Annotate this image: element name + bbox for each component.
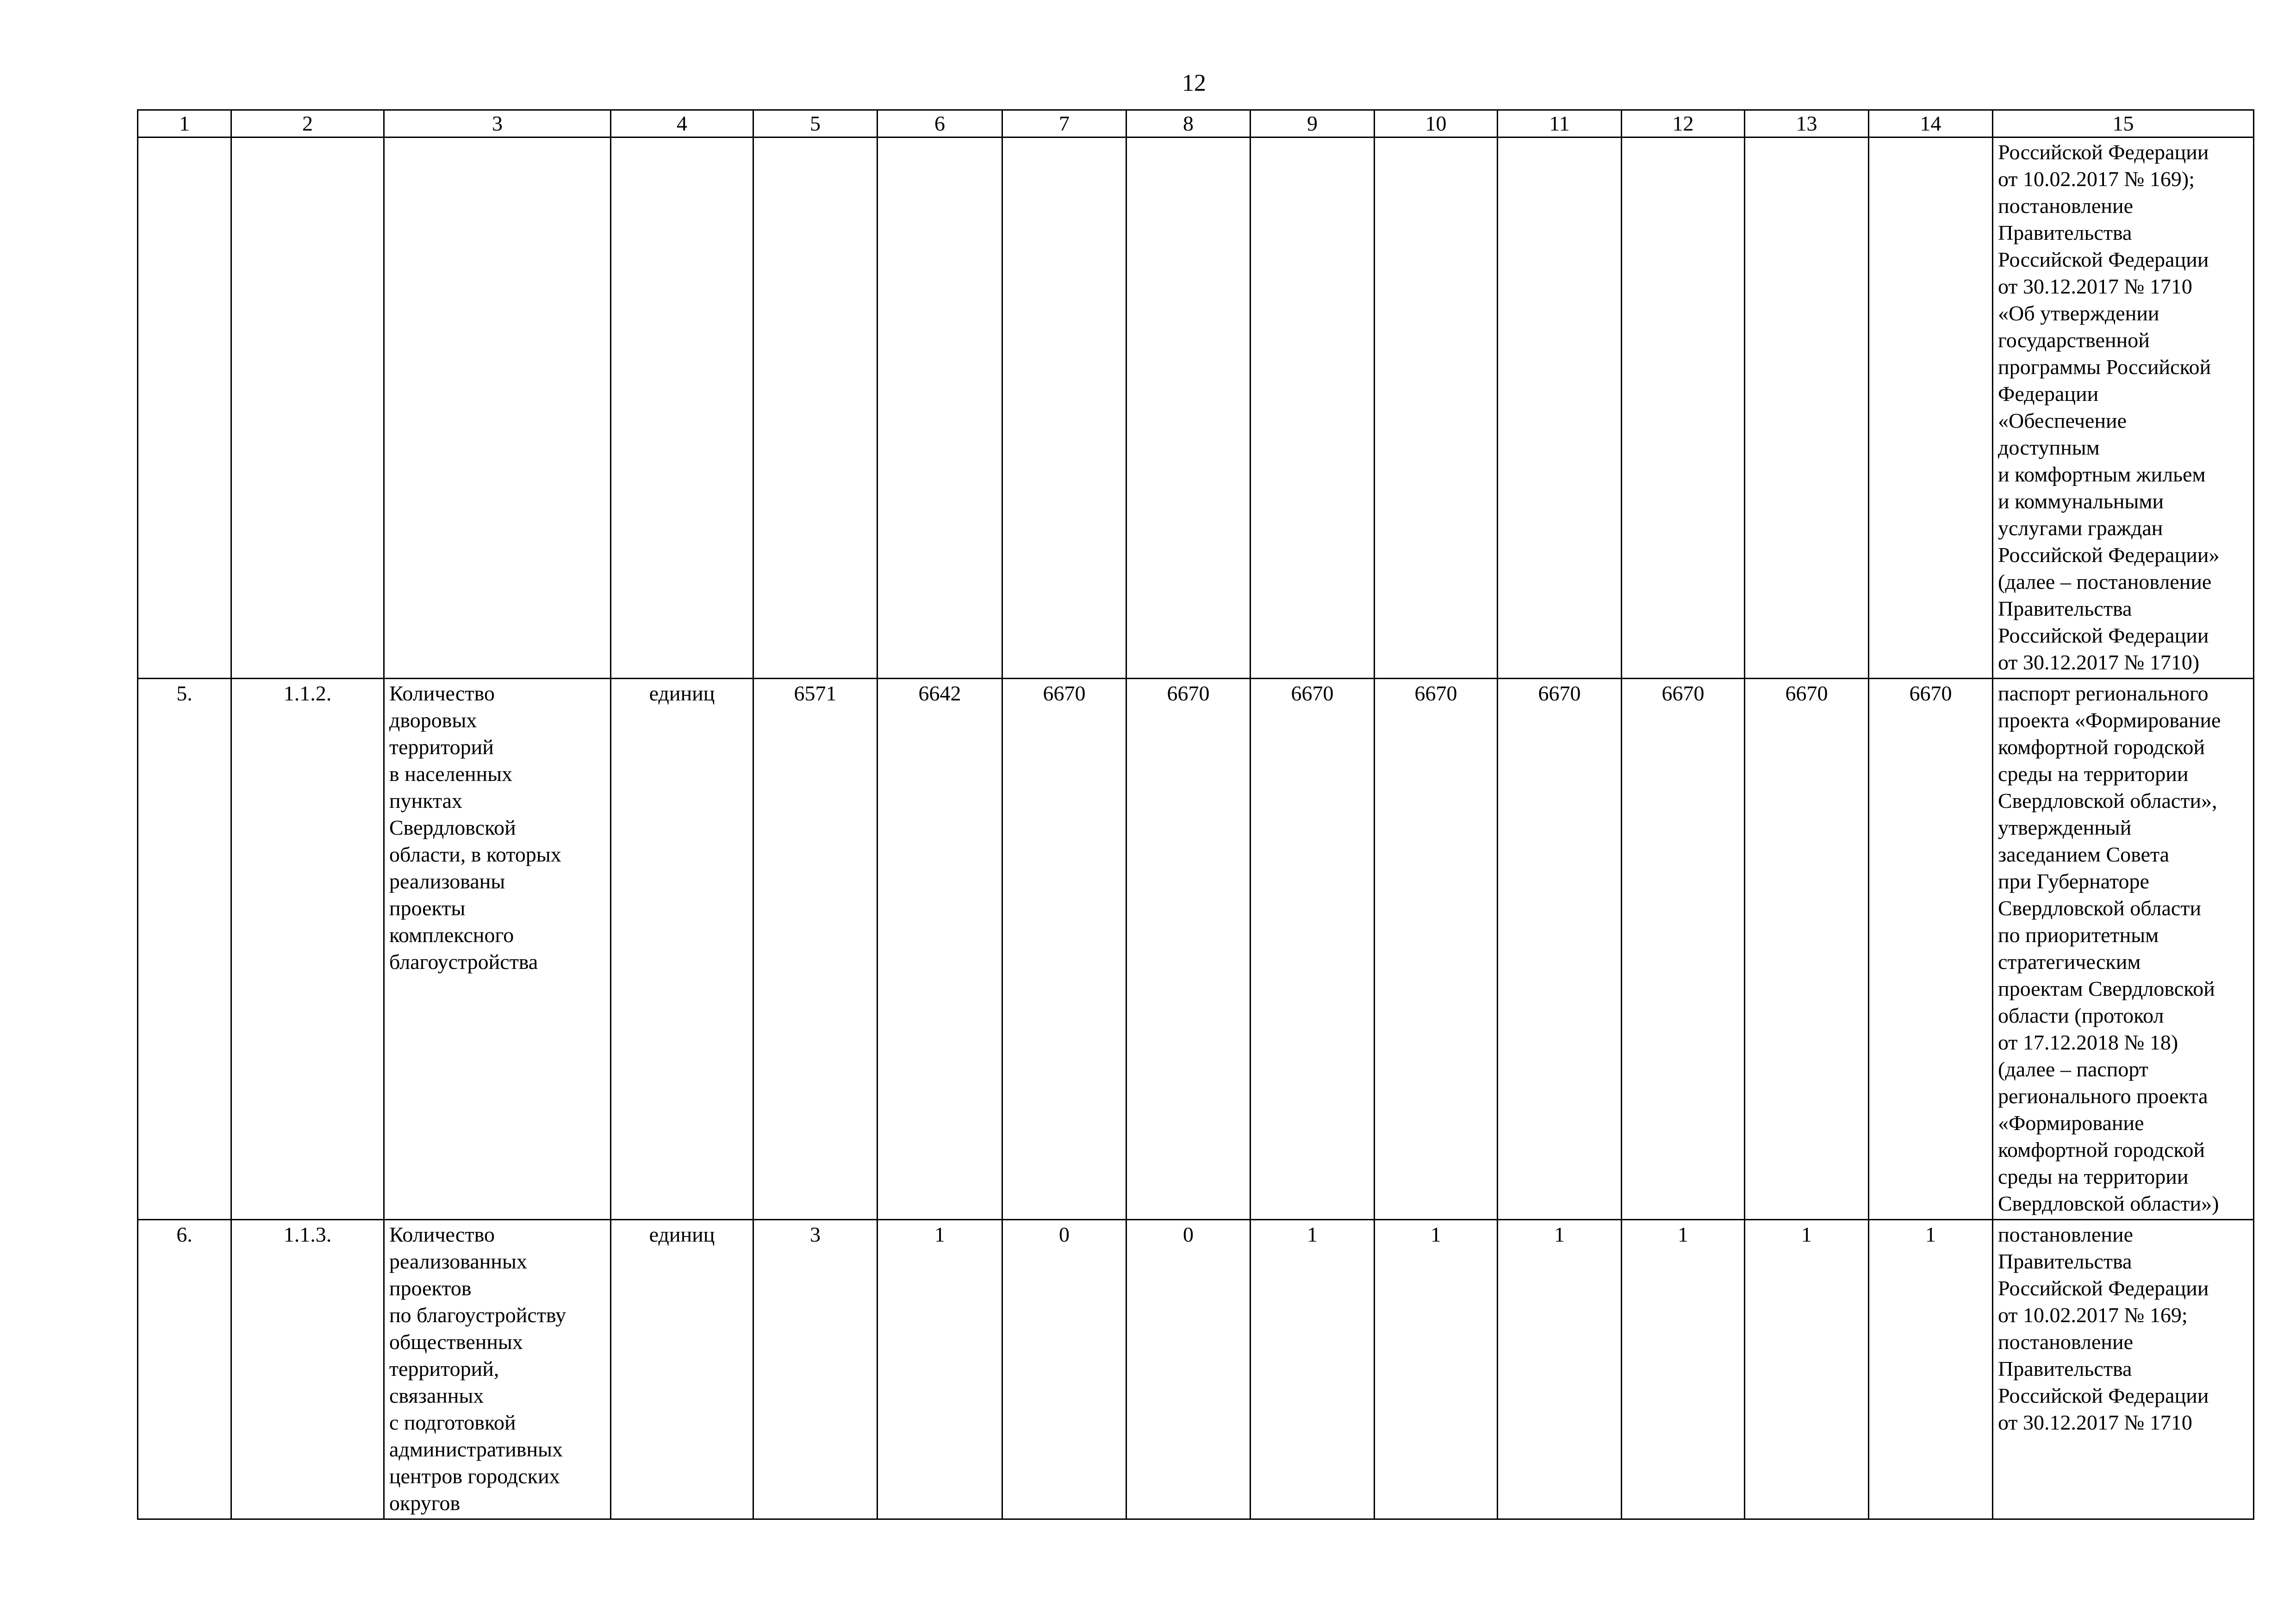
value-cell: 1 bbox=[1622, 1220, 1745, 1519]
page-number: 12 bbox=[1182, 70, 1206, 96]
column-number: 15 bbox=[1993, 110, 2254, 137]
row-index-cell: 6. bbox=[138, 1220, 231, 1519]
table-row bbox=[138, 137, 2254, 679]
column-number: 10 bbox=[1375, 110, 1498, 137]
value-cell bbox=[1126, 137, 1251, 679]
value-cell bbox=[753, 137, 877, 679]
column-number: 8 bbox=[1126, 110, 1251, 137]
unit-cell: единиц bbox=[611, 1220, 753, 1519]
column-number: 1 bbox=[138, 110, 231, 137]
source-cell: паспорт регионального проекта «Формирование комфортной городской среды на территории Свердловской области», утвержденный заседанием Совета при Губернаторе Свердловской области по приоритетным стратегическим проектам Свердловской области (протокол от 17.12.2018 № 18) (далее – паспорт регионального проекта «Формирование комфортной городской среды на территории Свердловской области») bbox=[1993, 679, 2254, 1220]
column-number: 12 bbox=[1622, 110, 1745, 137]
column-number: 4 bbox=[611, 110, 753, 137]
indicator-code-cell bbox=[231, 137, 384, 679]
indicator-code-cell: 1.1.3. bbox=[231, 1220, 384, 1519]
source-cell: постановление Правительства Российской Федерации от 10.02.2017 № 169; постановление Правительства Российской Федерации от 30.12.2017 № 1710 bbox=[1993, 1220, 2254, 1519]
value-cell: 1 bbox=[1869, 1220, 1993, 1519]
value-cell bbox=[1375, 137, 1498, 679]
source-cell: Российской Федерации от 10.02.2017 № 169); постановление Правительства Российской Федерации от 30.12.2017 № 1710 «Об утверждении государственной программы Российской Федерации «Обеспечение доступным и комфортным жильем и коммунальными услугами граждан Российской Федерации» (далее – постановление Правительства Российской Федерации от 30.12.2017 № 1710) bbox=[1993, 137, 2254, 679]
value-cell: 3 bbox=[753, 1220, 877, 1519]
column-number: 7 bbox=[1002, 110, 1126, 137]
column-number: 14 bbox=[1869, 110, 1993, 137]
value-cell: 1 bbox=[1745, 1220, 1869, 1519]
row-index-cell: 5. bbox=[138, 679, 231, 1220]
value-cell: 0 bbox=[1126, 1220, 1251, 1519]
value-cell bbox=[1002, 137, 1126, 679]
value-cell: 6670 bbox=[1002, 679, 1126, 1220]
column-number: 11 bbox=[1498, 110, 1622, 137]
indicator-name-cell bbox=[384, 137, 611, 679]
row-index-cell bbox=[138, 137, 231, 679]
value-cell: 6670 bbox=[1375, 679, 1498, 1220]
value-cell: 1 bbox=[1375, 1220, 1498, 1519]
column-number: 13 bbox=[1745, 110, 1869, 137]
value-cell: 6670 bbox=[1869, 679, 1993, 1220]
column-number-row bbox=[138, 110, 2254, 137]
value-cell bbox=[1745, 137, 1869, 679]
value-cell bbox=[1498, 137, 1622, 679]
table-row bbox=[138, 679, 2254, 1220]
column-number: 3 bbox=[384, 110, 611, 137]
indicator-code-cell: 1.1.2. bbox=[231, 679, 384, 1220]
value-cell: 1 bbox=[877, 1220, 1002, 1519]
column-number: 5 bbox=[753, 110, 877, 137]
value-cell: 1 bbox=[1251, 1220, 1375, 1519]
indicator-name-cell: Количество реализованных проектов по благоустройству общественных территорий, связанных с подготовкой административных центров городских округов bbox=[384, 1220, 611, 1519]
value-cell: 6670 bbox=[1498, 679, 1622, 1220]
indicators-table bbox=[137, 109, 2254, 1520]
unit-cell bbox=[611, 137, 753, 679]
column-number: 9 bbox=[1251, 110, 1375, 137]
value-cell: 6670 bbox=[1251, 679, 1375, 1220]
value-cell bbox=[1622, 137, 1745, 679]
table-row bbox=[138, 1220, 2254, 1519]
value-cell bbox=[877, 137, 1002, 679]
value-cell: 0 bbox=[1002, 1220, 1126, 1519]
value-cell: 6670 bbox=[1745, 679, 1869, 1220]
value-cell: 6571 bbox=[753, 679, 877, 1220]
value-cell: 1 bbox=[1498, 1220, 1622, 1519]
value-cell: 6670 bbox=[1622, 679, 1745, 1220]
column-number: 2 bbox=[231, 110, 384, 137]
value-cell bbox=[1869, 137, 1993, 679]
indicator-name-cell: Количество дворовых территорий в населенных пунктах Свердловской области, в которых реализованы проекты комплексного благоустройства bbox=[384, 679, 611, 1220]
unit-cell: единиц bbox=[611, 679, 753, 1220]
value-cell: 6670 bbox=[1126, 679, 1251, 1220]
column-number: 6 bbox=[877, 110, 1002, 137]
value-cell: 6642 bbox=[877, 679, 1002, 1220]
value-cell bbox=[1251, 137, 1375, 679]
